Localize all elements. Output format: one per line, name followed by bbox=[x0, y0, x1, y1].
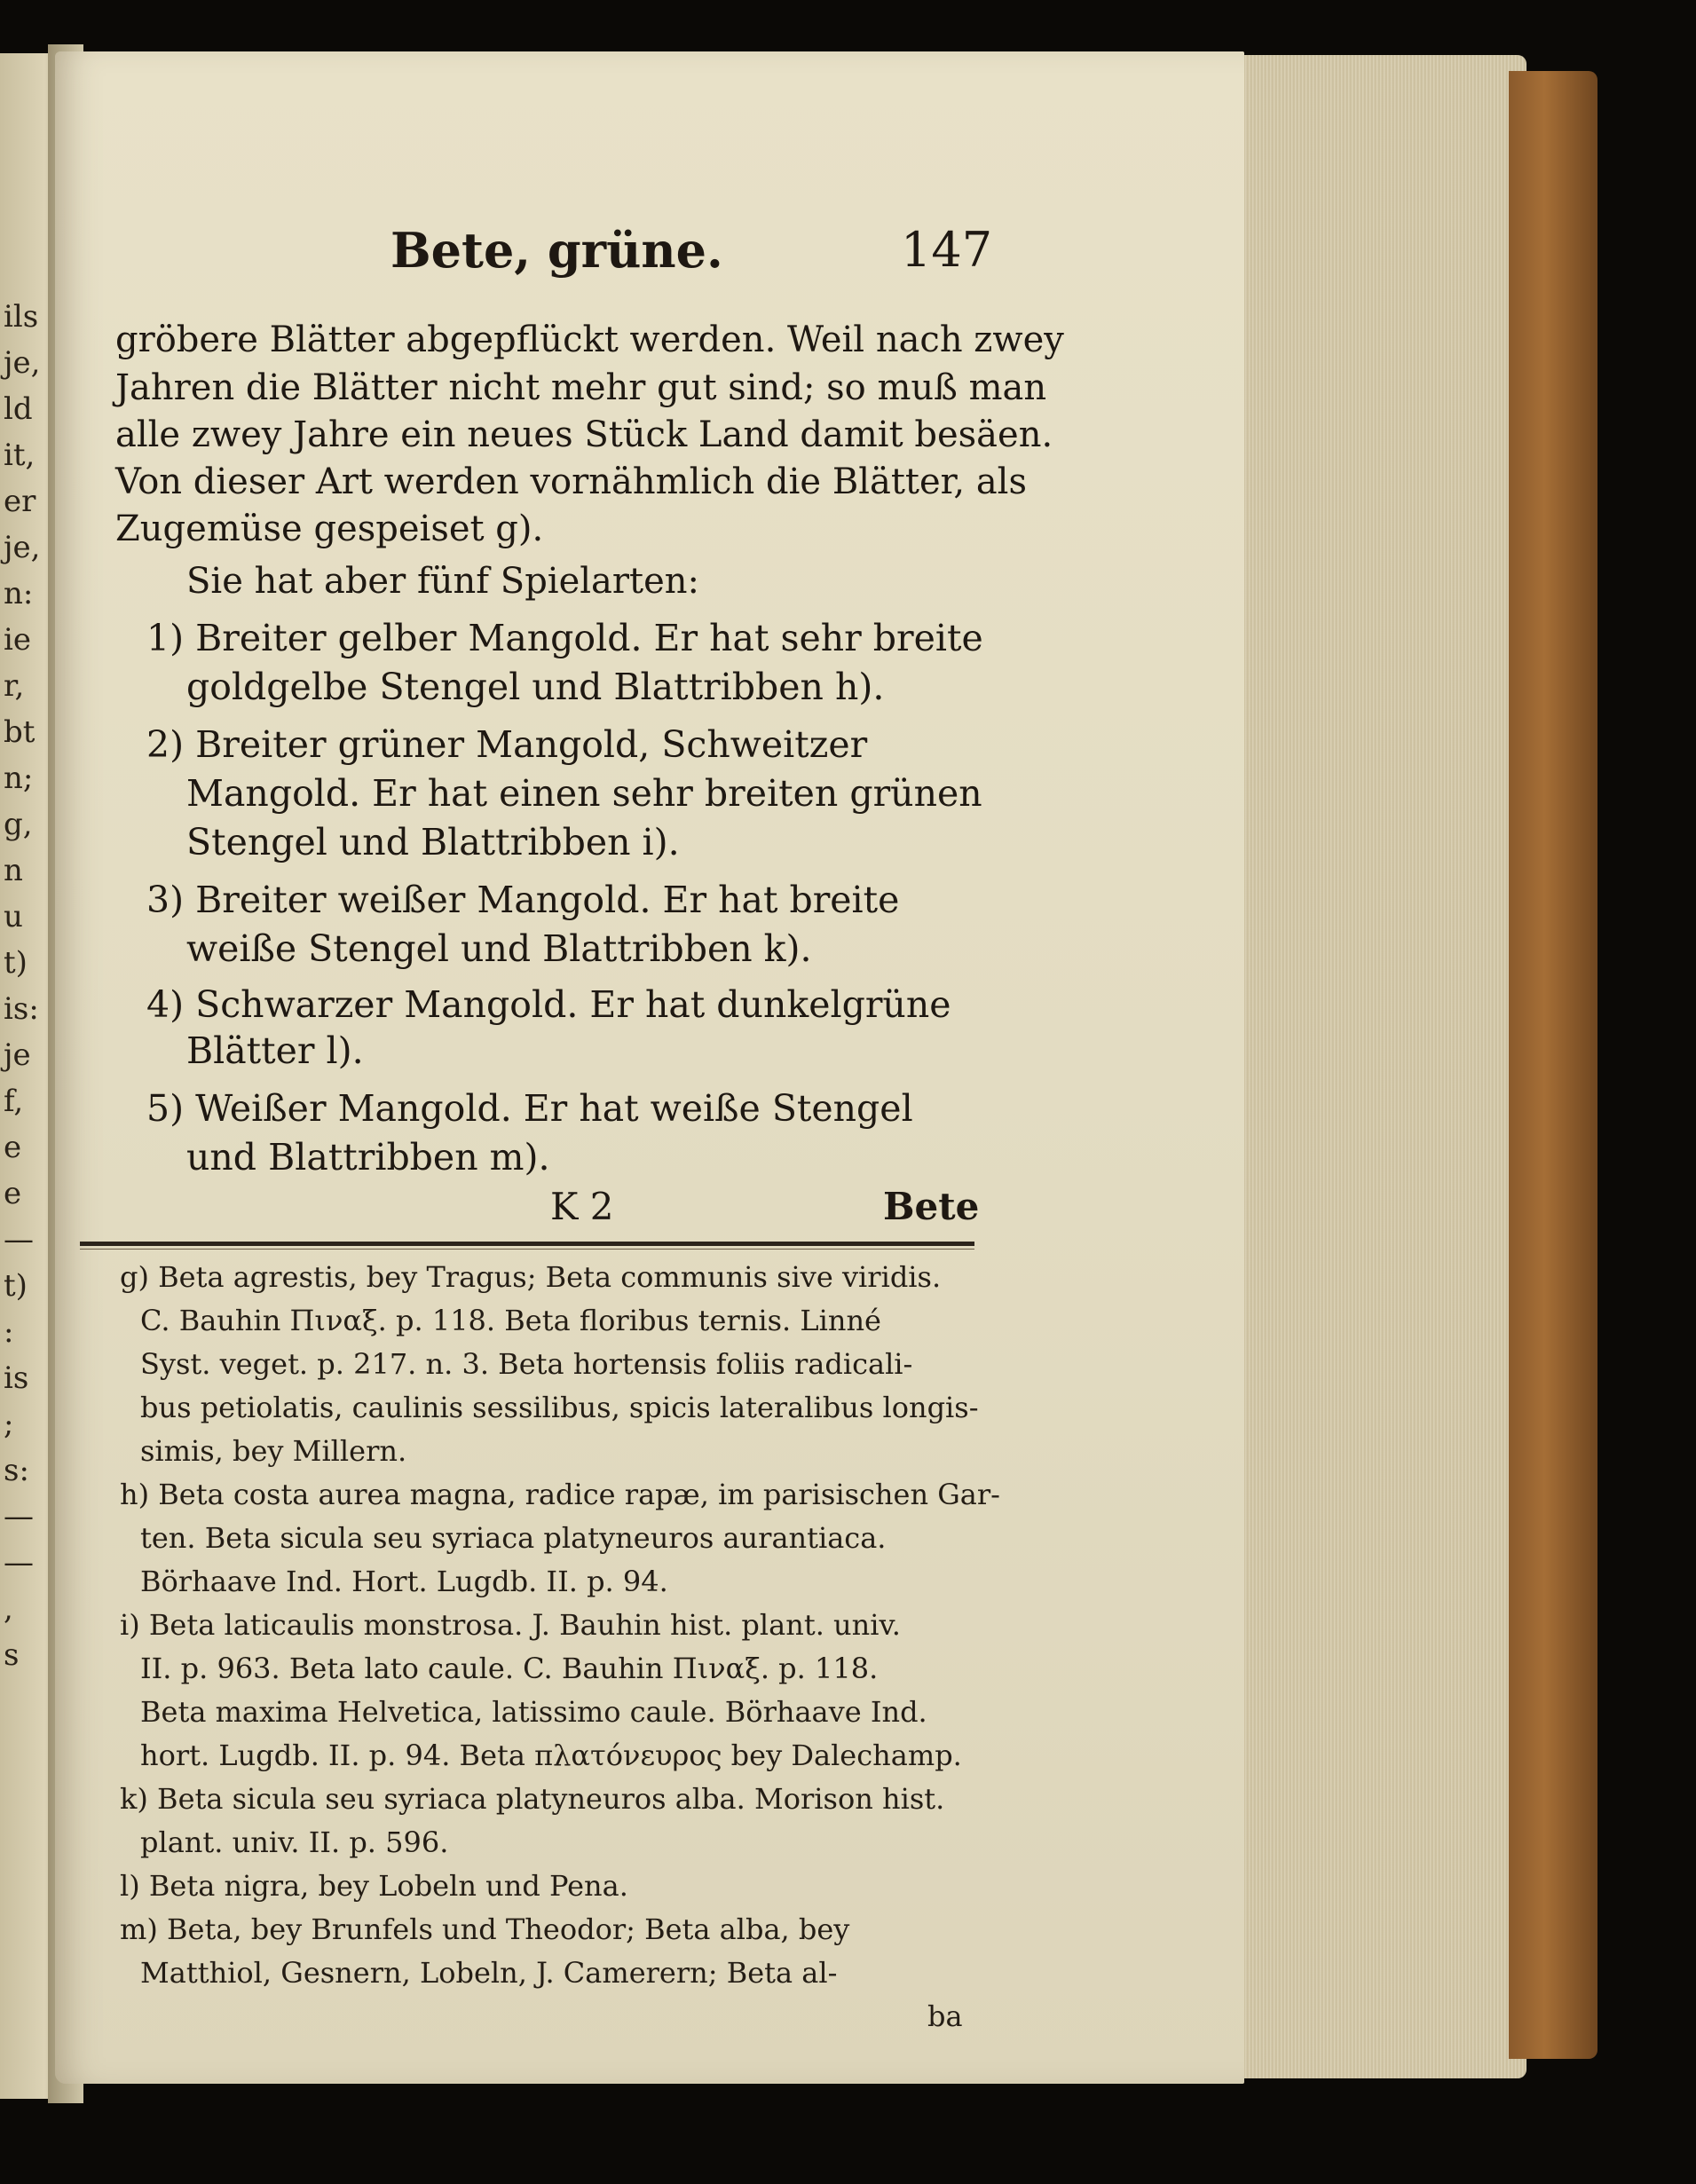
facing-page-fragment: je, bbox=[4, 345, 41, 381]
facing-page-fragment: t) bbox=[4, 1268, 28, 1304]
footnote-line: hort. Lugdb. II. p. 94. Beta πλατόνευρος bey Dalechamp. bbox=[140, 1739, 962, 1772]
facing-page-fragment: g, bbox=[4, 807, 33, 842]
footnote-line: bus petiolatis, caulinis sessilibus, spicis lateralibus longis- bbox=[140, 1391, 979, 1424]
body-line: alle zwey Jahre ein neues Stück Land damit besäen. bbox=[115, 414, 1053, 455]
facing-page-fragment: n bbox=[4, 853, 23, 888]
footnote-line: m) Beta, bey Brunfels und Theodor; Beta alba, bey bbox=[120, 1912, 850, 1946]
body-line: Von dieser Art werden vornähmlich die Blätter, als bbox=[115, 461, 1027, 502]
page-block-edges bbox=[1225, 55, 1526, 2078]
variety-line: 1) Breiter gelber Mangold. Er hat sehr breite bbox=[146, 617, 983, 659]
facing-page-fragment: — bbox=[4, 1545, 34, 1581]
facing-page-fragment: ; bbox=[4, 1407, 14, 1442]
footnote-line: i) Beta laticaulis monstrosa. J. Bauhin hist. plant. univ. bbox=[120, 1608, 901, 1642]
variety-line: 3) Breiter weißer Mangold. Er hat breite bbox=[146, 879, 900, 921]
facing-page-fragment: e bbox=[4, 1130, 22, 1165]
variety-line: weiße Stengel und Blattribben k). bbox=[186, 927, 812, 970]
facing-page-fragment: r, bbox=[4, 668, 25, 704]
facing-page-fragment: s: bbox=[4, 1453, 29, 1488]
footnote-line: Börhaave Ind. Hort. Lugdb. II. p. 94. bbox=[140, 1565, 668, 1598]
variety-line: Blätter l). bbox=[186, 1029, 364, 1072]
footnote-line: g) Beta agrestis, bey Tragus; Beta communis sive viridis. bbox=[120, 1260, 942, 1294]
variety-line: Stengel und Blattribben i). bbox=[186, 821, 680, 863]
footnote-line: l) Beta nigra, bey Lobeln und Pena. bbox=[120, 1869, 628, 1903]
footnote-line: II. p. 963. Beta lato caule. C. Bauhin Πιναξ. p. 118. bbox=[140, 1652, 879, 1685]
facing-page-fragment: bt bbox=[4, 714, 35, 750]
facing-page-fragment: s bbox=[4, 1637, 20, 1673]
footnote-line: simis, bey Millern. bbox=[140, 1434, 407, 1468]
facing-page-fragment: ie bbox=[4, 622, 31, 658]
body-line: Zugemüse gespeiset g). bbox=[115, 509, 544, 549]
footnote-rule-thin bbox=[80, 1249, 974, 1250]
facing-page-fragment: er bbox=[4, 484, 36, 519]
catchword: Bete bbox=[883, 1185, 980, 1228]
variety-line: und Blattribben m). bbox=[186, 1136, 550, 1179]
footnote-rule bbox=[80, 1242, 974, 1246]
facing-page-fragment: e bbox=[4, 1176, 22, 1211]
footnote-line: C. Bauhin Πιναξ. p. 118. Beta floribus ternis. Linné bbox=[140, 1304, 881, 1337]
facing-page-fragment: n; bbox=[4, 761, 34, 796]
facing-page-fragment: ld bbox=[4, 391, 33, 427]
variety-line: goldgelbe Stengel und Blattribben h). bbox=[186, 666, 885, 708]
book-cover bbox=[1509, 71, 1597, 2059]
footnote-line: Matthiol, Gesnern, Lobeln, J. Camerern; Beta al- bbox=[140, 1956, 838, 1990]
footnote-line: k) Beta sicula seu syriaca platyneuros alba. Morison hist. bbox=[120, 1782, 945, 1816]
footnote-line: ten. Beta sicula seu syriaca platyneuros aurantiaca. bbox=[140, 1521, 887, 1555]
facing-page-fragment: u bbox=[4, 899, 23, 934]
variety-line: 4) Schwarzer Mangold. Er hat dunkelgrüne bbox=[146, 983, 951, 1026]
variety-line: 5) Weißer Mangold. Er hat weiße Stengel bbox=[146, 1087, 913, 1130]
facing-page-fragment: is: bbox=[4, 991, 39, 1027]
footnote-line: h) Beta costa aurea magna, radice rapæ, im parisischen Gar- bbox=[120, 1478, 1000, 1511]
page-number: 147 bbox=[901, 222, 993, 278]
facing-page-fragment: ils bbox=[4, 299, 39, 335]
running-head: Bete, grüne. bbox=[390, 222, 723, 279]
body-line: gröbere Blätter abgepflückt werden. Weil nach zwey bbox=[115, 319, 1064, 360]
facing-page-fragment: , bbox=[4, 1591, 13, 1627]
variety-line: Mangold. Er hat einen sehr breiten grünen bbox=[186, 772, 982, 815]
footnote-line: plant. univ. II. p. 596. bbox=[140, 1825, 449, 1859]
facing-page-fragment: — bbox=[4, 1222, 34, 1258]
facing-page-fragment: — bbox=[4, 1499, 34, 1534]
facing-page-fragment: je, bbox=[4, 530, 41, 565]
facing-page-fragment: n: bbox=[4, 576, 34, 611]
signature-mark: K 2 bbox=[550, 1185, 614, 1228]
footnote-line: Beta maxima Helvetica, latissimo caule. Börhaave Ind. bbox=[140, 1695, 927, 1729]
facing-page-fragment: is bbox=[4, 1360, 29, 1396]
body-line: Jahren die Blätter nicht mehr gut sind; so muß man bbox=[115, 367, 1047, 408]
footnote-line: ba bbox=[927, 1999, 963, 2033]
facing-page-fragment: t) bbox=[4, 945, 28, 981]
footnote-line: Syst. veget. p. 217. n. 3. Beta hortensis foliis radicali- bbox=[140, 1347, 913, 1381]
facing-page-fragment: f, bbox=[4, 1084, 24, 1119]
facing-page-fragment: je bbox=[4, 1037, 31, 1073]
variety-line: 2) Breiter grüner Mangold, Schweitzer bbox=[146, 723, 868, 766]
body-line: Sie hat aber fünf Spielarten: bbox=[186, 561, 700, 602]
facing-page-fragment: it, bbox=[4, 438, 35, 473]
facing-page-fragment: : bbox=[4, 1314, 14, 1350]
